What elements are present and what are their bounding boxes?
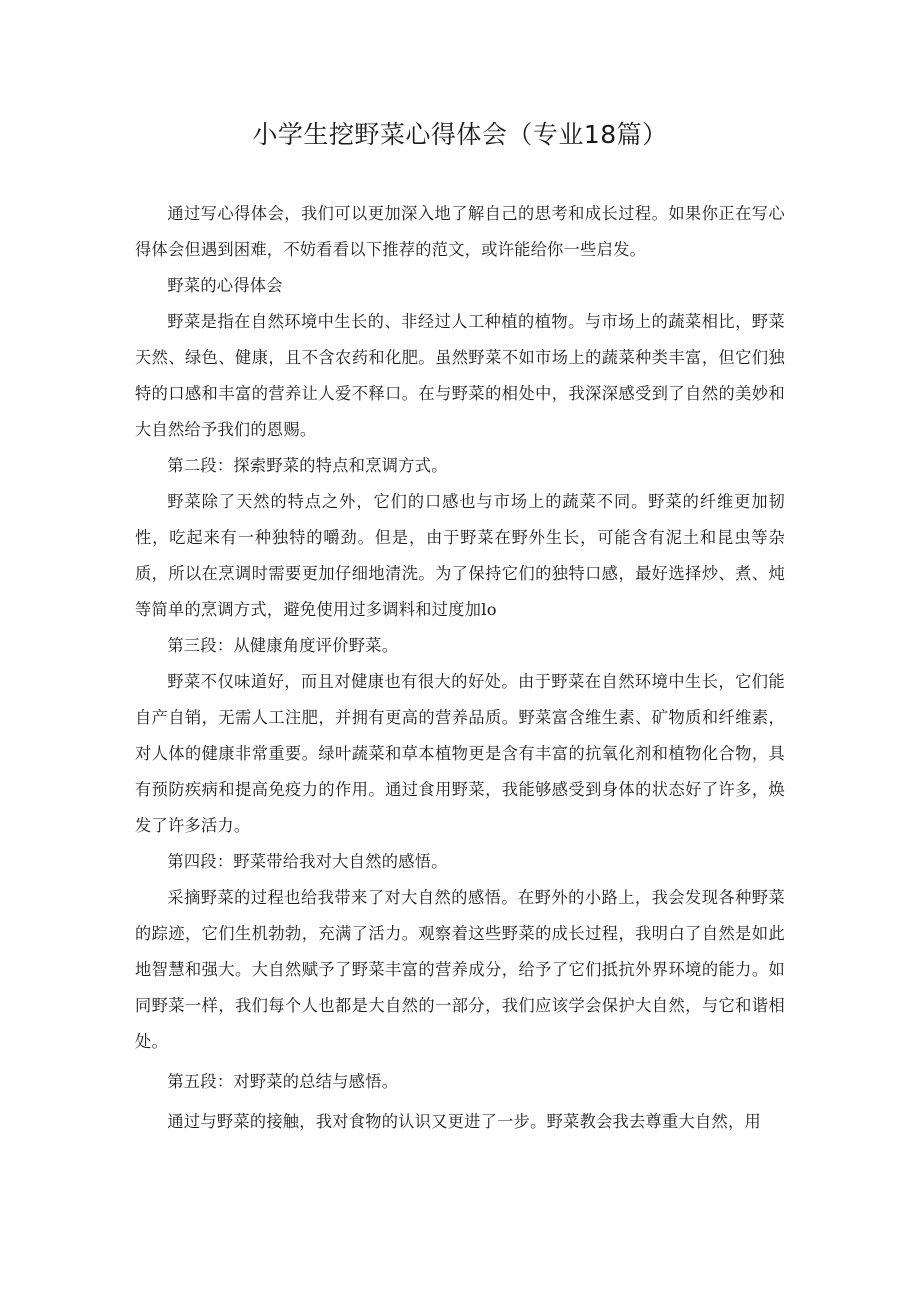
section-heading-4: 第四段：野菜带给我对大自然的感悟。 <box>167 852 448 871</box>
section-heading-5: 第五段：对野菜的总结与感悟。 <box>167 1072 399 1091</box>
paragraph-section-2: 野菜除了天然的特点之外，它们的口感也与市场上的蔬菜不同。野菜的纤维更加韧性，吃起来有一种独特的嚼劲。但是，由于野菜在野外生长，可能含有泥土和昆虫等杂质，所以在烹调时需要更加仔细地清洗。为了保持它们的独特口感，最好选择炒、煮、炖等简单的烹调方式，避免使用过多调料和过度加lo <box>135 492 785 619</box>
paragraph-section-3: 野菜不仅味道好，而且对健康也有很大的好处。由于野菜在自然环境中生长，它们能自产自销，无需人工注肥，并拥有更高的营养品质。野菜富含维生素、矿物质和纤维素，对人体的健康非常重要。绿叶蔬菜和草本植物更是含有丰富的抗氧化剂和植物化合物，具有预防疾病和提高免疫力的作用。通过食用野菜，我能够感受到身体的状态好了许多，焕发了许多活力。 <box>135 672 785 835</box>
paragraph-section-1: 野菜是指在自然环境中生长的、非经过人工种植的植物。与市场上的蔬菜相比，野菜天然、绿色、健康，且不含农药和化肥。虽然野菜不如市场上的蔬菜种类丰富，但它们独特的口感和丰富的营养让人爱不释口。在与野菜的相处中，我深深感受到了自然的美妙和大自然给予我们的恩赐。 <box>135 312 785 439</box>
section-heading-3: 第三段：从健康角度评价野菜。 <box>167 636 399 655</box>
paragraph-section-4: 采摘野菜的过程也给我带来了对大自然的感悟。在野外的小路上，我会发现各种野菜的踪迹，它们生机勃勃，充满了活力。观察着这些野菜的成长过程，我明白了自然是如此地智慧和强大。大自然赋予了野菜丰富的营养成分，给予了它们抵抗外界环境的能力。如同野菜一样，我们每个人也都是大自然的一部分，我们应该学会保护大自然，与它和谐相处。 <box>135 888 785 1051</box>
intro-paragraph: 通过写心得体会，我们可以更加深入地了解自己的思考和成长过程。如果你正在写心得体会但遇到困难，不妨看看以下推荐的范文，或许能给你一些启发。 <box>135 204 785 259</box>
paragraph-section-5: 通过与野菜的接触，我对食物的认识又更进了一步。野菜教会我去尊重大自然，用 <box>167 1112 761 1131</box>
document-body <box>135 196 785 1140</box>
document-title: 小学生挖野菜心得体会（专业18篇） <box>252 120 668 149</box>
section-heading-wild-vegetables: 野菜的心得体会 <box>167 276 283 295</box>
section-heading-2: 第二段：探索野菜的特点和烹调方式。 <box>167 456 448 475</box>
